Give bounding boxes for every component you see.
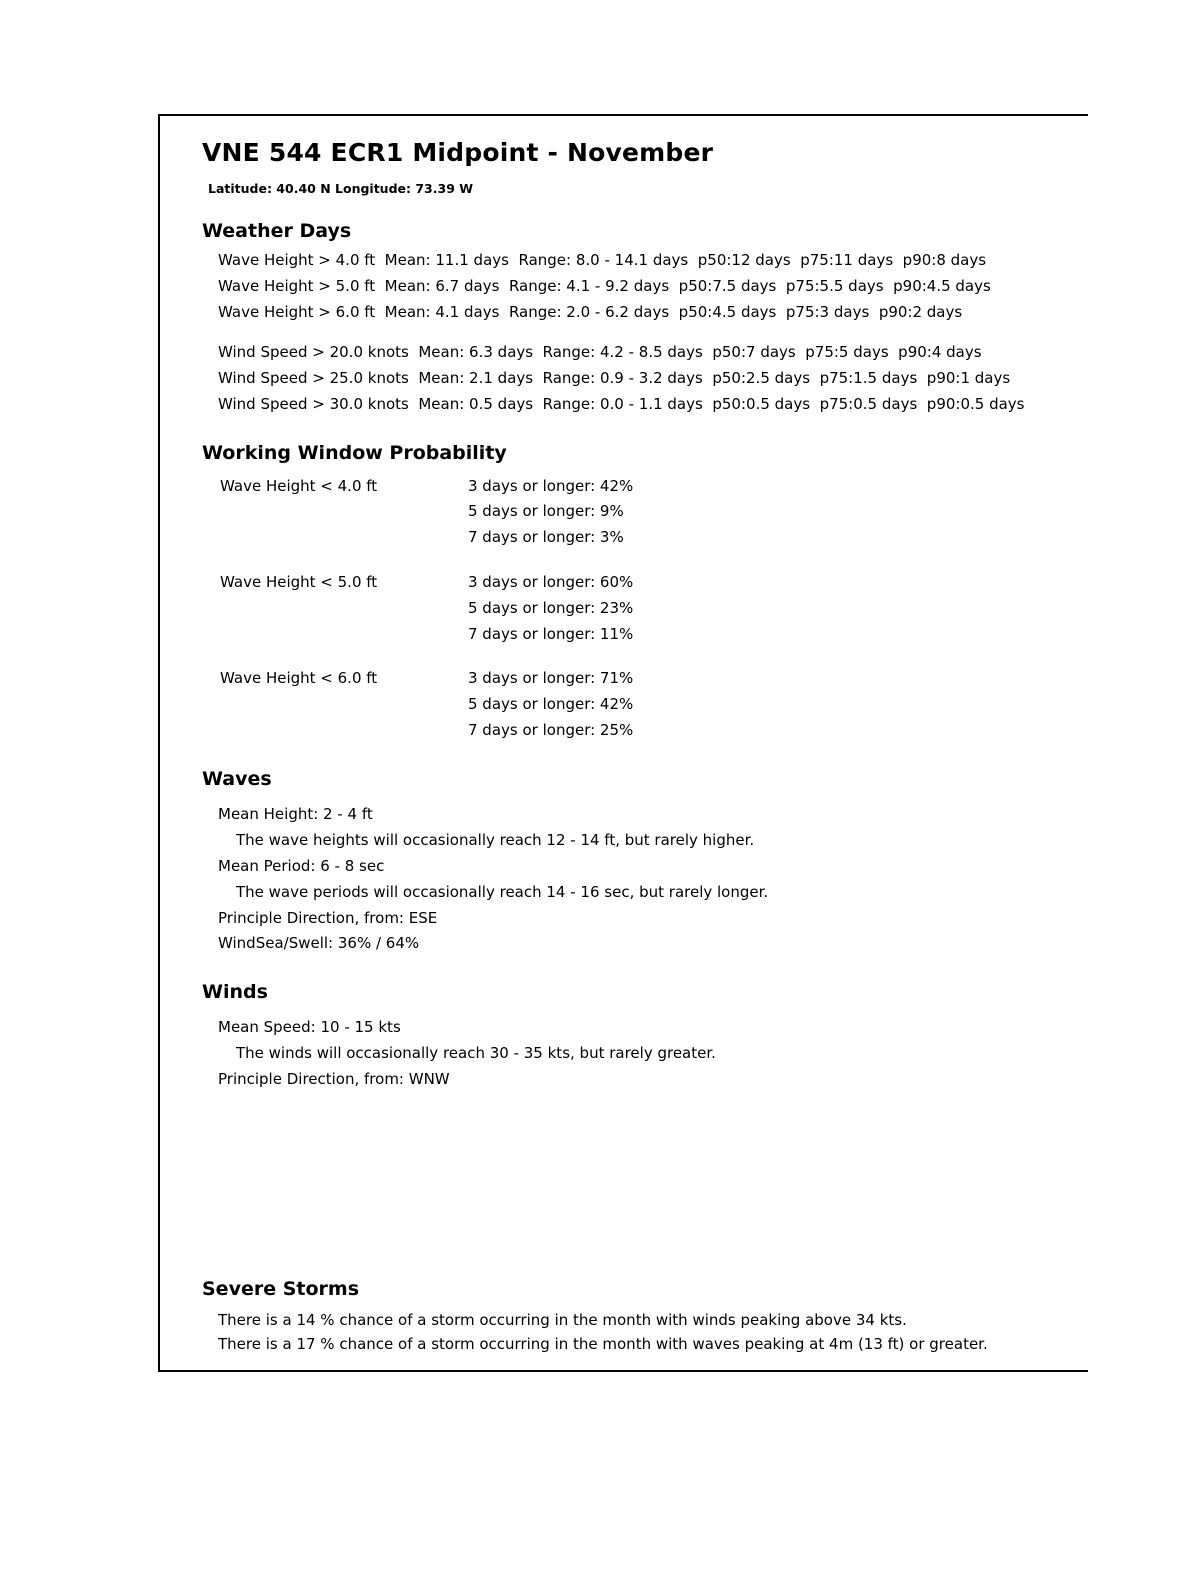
weather-days-wave-line: Wave Height > 4.0 ft Mean: 11.1 days Range: 8.0 - 14.1 days p50:12 days p75:11 days p90:8 days xyxy=(218,251,987,269)
weather-days-wave-list xyxy=(202,248,1088,326)
waves-mean-height-note: The wave heights will occasionally reach 12 - 14 ft, but rarely higher. xyxy=(236,830,755,849)
winds-mean-speed: Mean Speed: 10 - 15 kts xyxy=(218,1018,401,1037)
waves-mean-height: Mean Height: 2 - 4 ft xyxy=(218,804,373,823)
working-window-row: 3 days or longer: 71% xyxy=(468,669,634,688)
working-window-group xyxy=(220,570,1088,647)
section-heading-waves: Waves xyxy=(202,767,272,790)
working-window-row: 5 days or longer: 23% xyxy=(468,598,634,617)
working-window-label: Wave Height < 5.0 ft xyxy=(220,573,378,592)
report-page xyxy=(158,114,1088,1372)
severe-storms-line: There is a 17 % chance of a storm occurring in the month with waves peaking at 4m (13 ft) or greater. xyxy=(218,1335,988,1354)
working-window-group xyxy=(220,666,1088,743)
section-heading-working-window: Working Window Probability xyxy=(202,441,507,464)
section-heading-weather-days: Weather Days xyxy=(202,220,352,242)
coordinates-line: Latitude: 40.40 N Longitude: 73.39 W xyxy=(208,181,474,196)
weather-days-wave-line: Wave Height > 5.0 ft Mean: 6.7 days Range: 4.1 - 9.2 days p50:7.5 days p75:5.5 days p90:4.5 days xyxy=(218,276,991,295)
weather-days-wave-line: Wave Height > 6.0 ft Mean: 4.1 days Range: 2.0 - 6.2 days p50:4.5 days p75:3 days p90:2 days xyxy=(218,302,963,321)
weather-days-wind-line: Wind Speed > 30.0 knots Mean: 0.5 days Range: 0.0 - 1.1 days p50:0.5 days p75:0.5 days p90:0.5 days xyxy=(218,394,1025,413)
waves-windsea-swell: WindSea/Swell: 36% / 64% xyxy=(218,934,420,953)
working-window-label: Wave Height < 4.0 ft xyxy=(220,476,378,495)
working-window-values xyxy=(468,570,633,647)
section-heading-severe-storms: Severe Storms xyxy=(202,1278,360,1300)
working-window-row: 7 days or longer: 25% xyxy=(468,721,634,739)
working-window-table xyxy=(220,470,1088,744)
spacer xyxy=(202,326,1088,340)
severe-storms-block xyxy=(202,1278,1082,1357)
page-title: VNE 544 ECR1 Midpoint - November xyxy=(202,138,714,167)
winds-principle-direction: Principle Direction, from: WNW xyxy=(218,1070,450,1089)
working-window-row: 7 days or longer: 11% xyxy=(468,624,634,643)
working-window-label: Wave Height < 6.0 ft xyxy=(220,669,378,688)
waves-mean-period: Mean Period: 6 - 8 sec xyxy=(218,856,385,875)
working-window-values xyxy=(468,666,633,743)
working-window-row: 5 days or longer: 9% xyxy=(468,502,624,521)
winds-mean-speed-note: The winds will occasionally reach 30 - 35 kts, but rarely greater. xyxy=(236,1044,716,1063)
weather-days-wind-list xyxy=(202,340,1088,418)
working-window-group xyxy=(220,474,1088,551)
section-heading-winds: Winds xyxy=(202,981,268,1004)
weather-days-wind-line: Wind Speed > 20.0 knots Mean: 6.3 days Range: 4.2 - 8.5 days p50:7 days p75:5 days p90:4 days xyxy=(218,342,982,361)
winds-block xyxy=(202,1009,1088,1093)
working-window-row: 5 days or longer: 42% xyxy=(468,695,634,714)
severe-storms-line: There is a 14 % chance of a storm occurring in the month with winds peaking above 34 kts. xyxy=(218,1311,907,1329)
working-window-row: 3 days or longer: 42% xyxy=(468,476,634,495)
waves-block xyxy=(202,796,1088,958)
waves-principle-direction: Principle Direction, from: ESE xyxy=(218,908,438,927)
weather-days-wind-line: Wind Speed > 25.0 knots Mean: 2.1 days Range: 0.9 - 3.2 days p50:2.5 days p75:1.5 days p90:1 days xyxy=(218,368,1011,387)
working-window-values xyxy=(468,474,633,551)
working-window-row: 7 days or longer: 3% xyxy=(468,528,624,547)
waves-mean-period-note: The wave periods will occasionally reach 14 - 16 sec, but rarely longer. xyxy=(236,882,769,901)
report-body xyxy=(160,116,1088,1093)
working-window-row: 3 days or longer: 60% xyxy=(468,573,634,592)
